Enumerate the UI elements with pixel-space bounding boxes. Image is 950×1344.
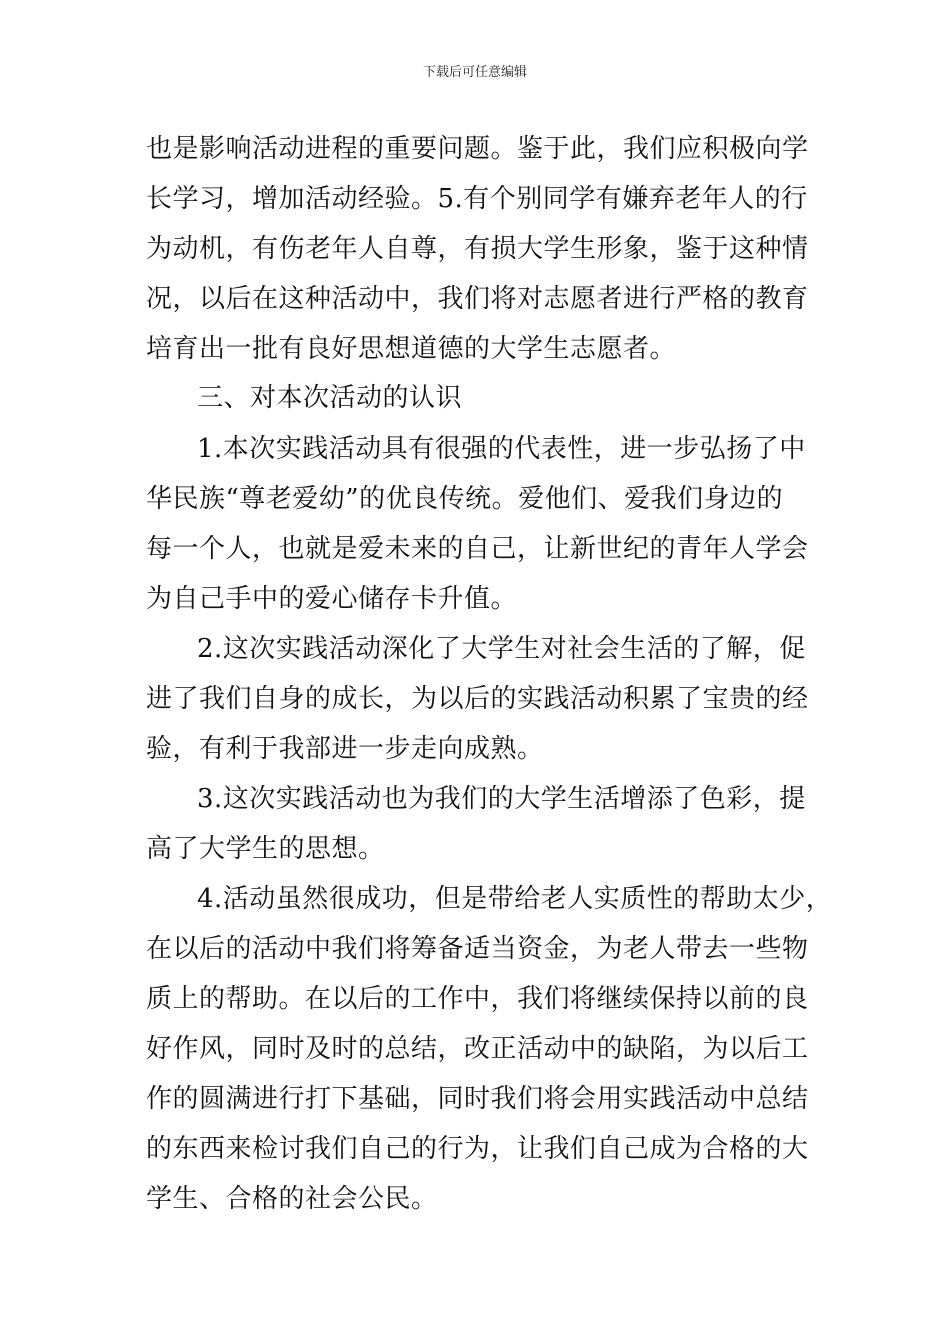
text-line: 3.这次实践活动也为我们的大学生活增添了色彩，提 bbox=[197, 784, 806, 814]
text-line: 为自己手中的爱心储存卡升值。 bbox=[146, 584, 518, 614]
text-line: 也是影响活动进程的重要问题。鉴于此，我们应积极向学 bbox=[146, 134, 809, 164]
text-line: 验，有利于我部进一步走向成熟。 bbox=[146, 734, 544, 764]
text-line: 的东西来检讨我们自己的行为，让我们自己成为合格的大 bbox=[146, 1134, 809, 1164]
text-line: 进了我们自身的成长，为以后的实践活动积累了宝贵的经 bbox=[146, 684, 809, 714]
text-line: 作的圆满进行打下基础，同时我们将会用实践活动中总结 bbox=[146, 1084, 809, 1114]
text-line: 高了大学生的思想。 bbox=[146, 834, 385, 864]
text-line: 学生、合格的社会公民。 bbox=[146, 1184, 438, 1214]
text-line: 质上的帮助。在以后的工作中，我们将继续保持以前的良 bbox=[146, 984, 809, 1014]
text-line: 况，以后在这种活动中，我们将对志愿者进行严格的教育 bbox=[146, 284, 809, 314]
text-line: 4.活动虽然很成功，但是带给老人实质性的帮助太少， bbox=[197, 884, 833, 914]
text-line: 1.本次实践活动具有很强的代表性，进一步弘扬了中 bbox=[197, 434, 806, 464]
text-line: 为动机，有伤老年人自尊，有损大学生形象，鉴于这种情 bbox=[146, 234, 809, 264]
text-line: 2.这次实践活动深化了大学生对社会生活的了解，促 bbox=[197, 634, 806, 664]
text-line: 华民族“尊老爱幼”的优良传统。爱他们、爱我们身边的 bbox=[146, 484, 784, 514]
text-line: 好作风，同时及时的总结，改正活动中的缺陷，为以后工 bbox=[146, 1034, 809, 1064]
text-line: 培育出一批有良好思想道德的大学生志愿者。 bbox=[146, 334, 677, 364]
page-header: 下载后可任意编辑 bbox=[422, 65, 527, 80]
text-line: 在以后的活动中我们将筹备适当资金，为老人带去一些物 bbox=[146, 934, 809, 964]
section-heading: 三、对本次活动的认识 bbox=[197, 383, 463, 413]
text-line: 每一个人，也就是爱未来的自己，让新世纪的青年人学会 bbox=[146, 534, 809, 564]
text-line: 长学习，增加活动经验。5.有个别同学有嫌弃老年人的行 bbox=[146, 184, 808, 214]
